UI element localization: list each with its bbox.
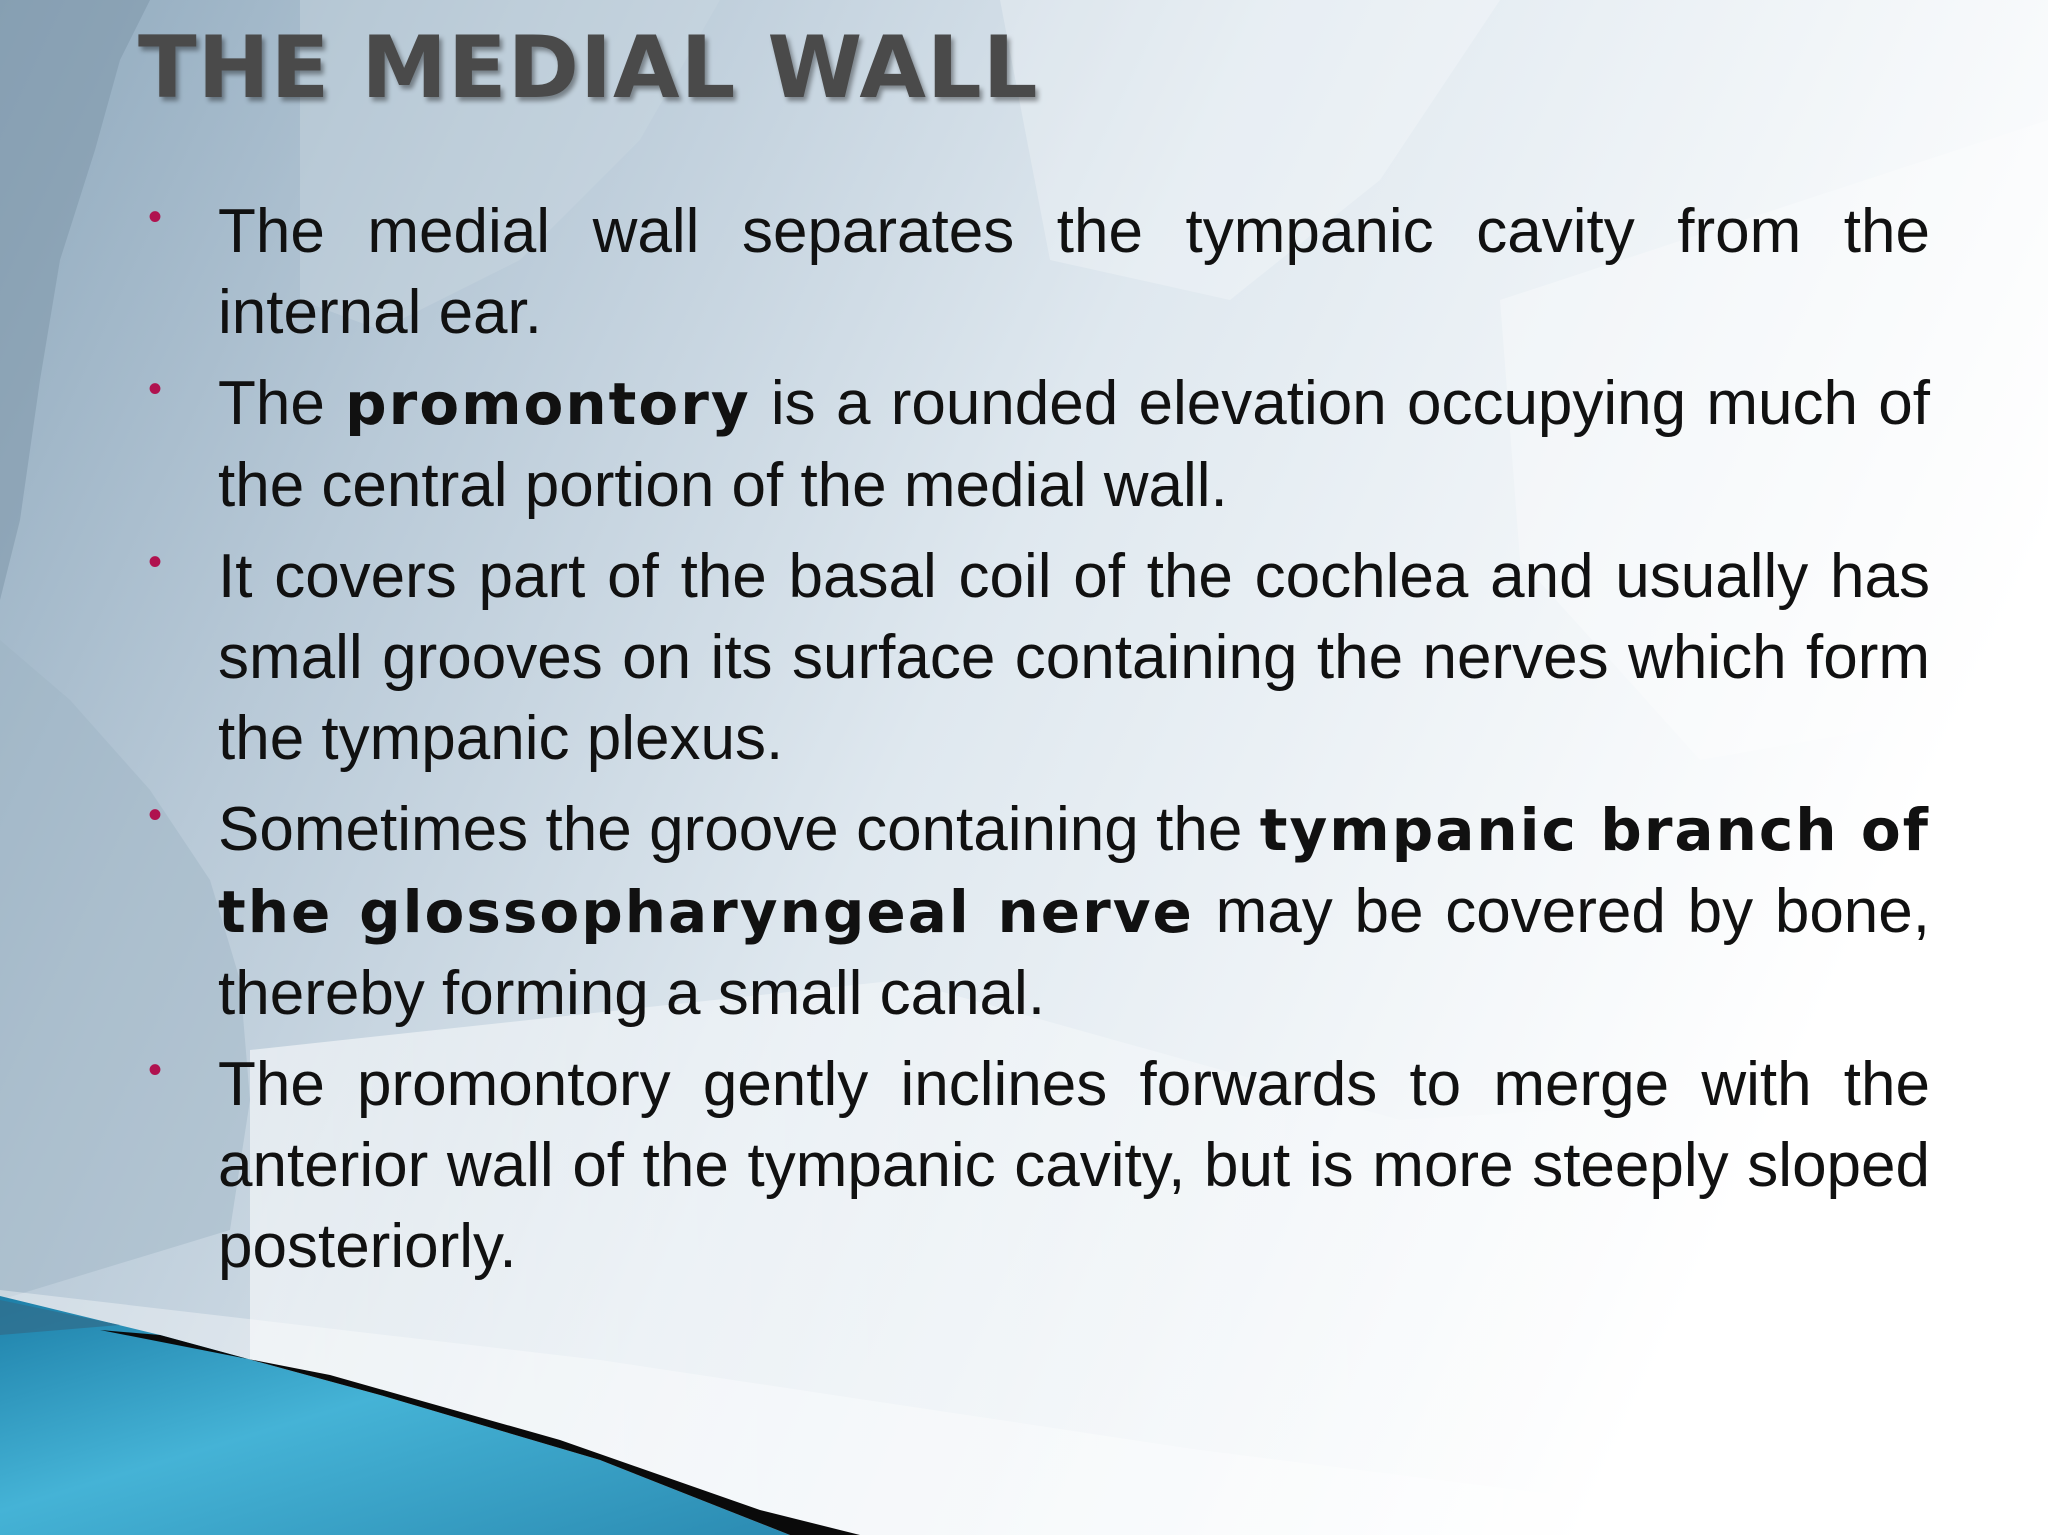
bullet-dot-icon: •: [148, 793, 163, 837]
slide-title: THE MEDIAL WALL: [138, 18, 1039, 118]
bullet-item-5: [148, 1044, 1930, 1287]
bullet-text: The promontory gently inclines forwards to merge with the anterior wall of the tympanic cavity, but is more steeply sloped posteriorly.: [218, 1050, 1930, 1281]
bullet-item-2: [148, 363, 1930, 526]
bullet-text: The medial wall separates the tympanic cavity from the internal ear.: [218, 197, 1930, 347]
bullet-text: It covers part of the basal coil of the cochlea and usually has small grooves on its surface containing the nerves which form the tympanic plexus.: [218, 542, 1930, 773]
bold-term: tympanic branch of the glossopharyngeal nerve: [218, 796, 1930, 946]
bullet-text: is a rounded elevation occupying much of the central portion of the medial wall.: [218, 369, 1930, 520]
bullet-dot-icon: •: [148, 195, 163, 239]
bullet-text: The: [218, 369, 346, 438]
bullet-list: [148, 191, 1930, 1297]
bullet-item-4: [148, 789, 1930, 1034]
bold-term: promontory: [345, 370, 751, 438]
bullet-text: may be covered by bone, thereby forming a small canal.: [218, 877, 1930, 1028]
bullet-item-1: [148, 191, 1930, 353]
bullet-text: Sometimes the groove containing the: [218, 795, 1260, 864]
bullet-dot-icon: •: [148, 1048, 163, 1092]
bullet-item-3: [148, 536, 1930, 779]
bullet-dot-icon: •: [148, 540, 163, 584]
bullet-dot-icon: •: [148, 367, 163, 411]
